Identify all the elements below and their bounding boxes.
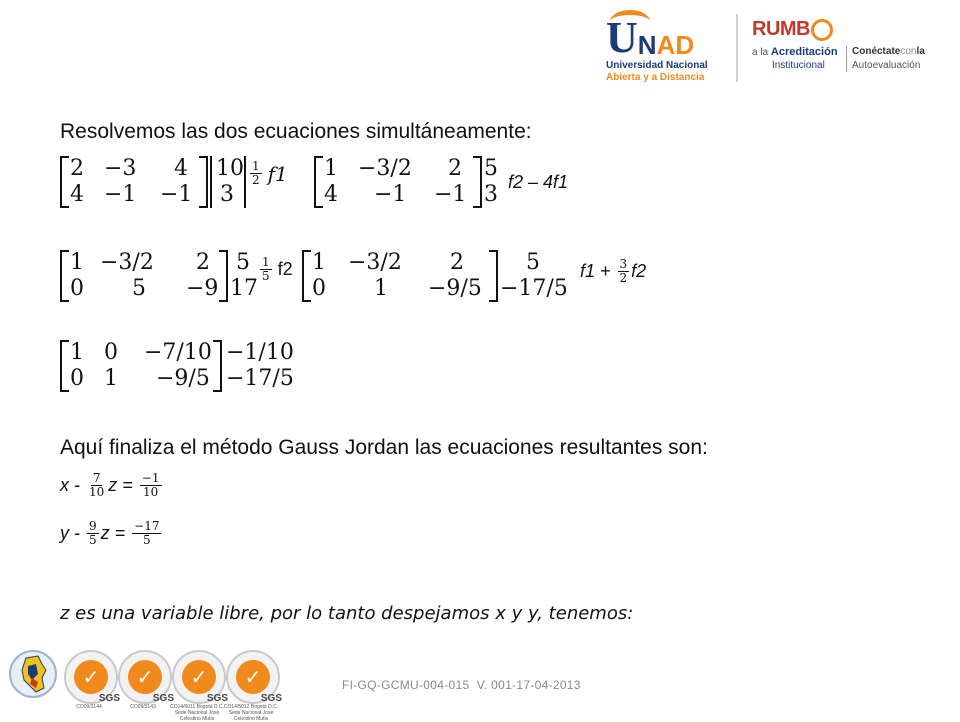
- fraction-denominator: 2: [252, 173, 260, 187]
- bracket-right: [473, 156, 482, 208]
- result-fraction: [140, 472, 162, 499]
- matrix-cell: 1: [312, 250, 326, 275]
- unad-letter-n: N: [637, 30, 657, 60]
- footer-document-code: FI-GQ-GCMU-004-015 V. 001-17-04-2013: [342, 678, 581, 692]
- rumbo-compass-icon: [811, 19, 833, 41]
- scale-fraction: [250, 160, 262, 187]
- matrix-cell: 2: [448, 156, 462, 181]
- matrix-cell: 2: [450, 250, 464, 275]
- matrix-cell: −1: [160, 182, 193, 207]
- badge-caption: CO14/6011 Bogotá D.C. Sede Nacional José Celestino Mutis: [170, 704, 224, 722]
- fraction-denominator: 10: [89, 485, 105, 499]
- fraction-numerator: 1: [262, 255, 270, 269]
- matrix-cell: 1: [374, 276, 388, 301]
- unad-letter-a: A: [656, 30, 676, 60]
- matrix-cell: −3/2: [358, 156, 412, 181]
- row2-augment-b: [500, 248, 572, 304]
- matrix-cell: 3: [220, 182, 234, 207]
- fraction-denominator: 10: [143, 485, 159, 499]
- equation-prefix: x -: [60, 475, 85, 495]
- badge-caption: CO09/3144: [76, 704, 102, 710]
- fraction-numerator: 9: [89, 519, 97, 533]
- coefficient-fraction: [87, 472, 106, 499]
- operation-fraction: [618, 258, 630, 285]
- badge-caption: CO14/5012 Bogotá D.C. Sede Nacional José Celestino Mutis: [223, 704, 279, 722]
- matrix-cell: −3: [104, 156, 137, 181]
- fraction-denominator: 2: [619, 271, 628, 285]
- matrix-cell: −3/2: [100, 250, 154, 275]
- equation-middle: z =: [108, 475, 138, 495]
- row1-matrix-b: [314, 154, 482, 210]
- unad-logo-line1: Universidad Nacional: [606, 60, 708, 71]
- matrix-cell: −17/5: [226, 366, 294, 391]
- matrix-cell: 1: [324, 156, 338, 181]
- row3-matrix: [60, 338, 222, 394]
- rumbo-line1a: a la: [752, 47, 771, 58]
- matrix-cell: −1: [434, 182, 467, 207]
- row1-operation: f2 – 4f1: [508, 172, 569, 192]
- matrix-cell: −1: [374, 182, 407, 207]
- fraction-numerator: −1: [141, 471, 160, 485]
- augment-bar: [244, 156, 246, 208]
- bracket-left: [60, 250, 69, 302]
- sgs-mark: SGS: [152, 693, 174, 704]
- sgs-mark: SGS: [260, 693, 282, 704]
- badge-caption: CO09/3143: [130, 704, 156, 710]
- unad-logo-letters: [606, 13, 695, 62]
- row2-scale: [258, 256, 293, 283]
- scale-variable: 𝑓1: [267, 161, 288, 186]
- section2-title: Aquí finaliza el método Gauss Jordan las ecuaciones resultantes son:: [60, 436, 708, 459]
- row2-matrix-b: [302, 248, 498, 304]
- rumbo-line2: Institucional: [772, 60, 825, 71]
- matrix-cell: 0: [70, 276, 84, 301]
- rumbo-right2: Autoevaluación: [852, 60, 921, 71]
- bracket-left: [60, 156, 69, 208]
- fraction-numerator: 7: [92, 471, 101, 485]
- coefficient-fraction: [87, 520, 99, 547]
- rumbo-brand: [752, 18, 833, 41]
- checkmark-icon: ✓: [182, 660, 216, 694]
- matrix-cell: 0: [312, 276, 326, 301]
- equation-middle: z =: [100, 523, 131, 543]
- rumbo-line1b: Acreditación: [770, 46, 838, 58]
- operation-prefix: f1 +: [580, 261, 616, 281]
- matrix-cell: −7/10: [144, 340, 212, 365]
- fraction-denominator: 5: [143, 533, 151, 547]
- matrix-cell: 0: [104, 340, 118, 365]
- row1-augment-b: [484, 154, 504, 210]
- matrix-cell: −17/5: [500, 276, 568, 301]
- matrix-cell: 1: [104, 366, 118, 391]
- row1-matrix-a: [60, 154, 208, 210]
- scale-fraction: [260, 256, 272, 283]
- fraction-numerator: 3: [619, 257, 628, 271]
- certification-badge: [226, 650, 280, 704]
- augment-bar: [210, 156, 212, 208]
- matrix-cell: 2: [196, 250, 210, 275]
- bracket-left: [60, 340, 69, 392]
- equation-x: [60, 472, 164, 499]
- rumbo-right1b: con: [900, 46, 917, 57]
- fraction-numerator: 1: [252, 159, 260, 173]
- unad-logo-line2: Abierta y a Distancia: [606, 72, 705, 83]
- row2-operation: [580, 258, 646, 285]
- bracket-right: [219, 250, 228, 302]
- rumbo-brand-text: RUMB: [752, 18, 810, 40]
- matrix-cell: 5: [236, 250, 250, 275]
- matrix-cell: 4: [324, 182, 338, 207]
- unad-letter-u: U: [606, 13, 638, 62]
- matrix-cell: 5: [526, 250, 540, 275]
- rumbo-line1: [752, 46, 838, 58]
- scale-variable: f2: [277, 259, 293, 279]
- certification-badge: [64, 650, 118, 704]
- matrix-cell: 0: [70, 366, 84, 391]
- row1-scale: [248, 160, 288, 187]
- row1-augment-a: [214, 154, 252, 210]
- matrix-cell: −1/10: [226, 340, 294, 365]
- section1-title: Resolvemos las dos ecuaciones simultáneamente:: [60, 120, 532, 143]
- matrix-cell: 4: [174, 156, 188, 181]
- equation-prefix: y -: [60, 523, 85, 543]
- matrix-cell: 5: [132, 276, 146, 301]
- colombia-map-icon: [8, 648, 58, 700]
- bracket-right: [213, 340, 222, 392]
- bracket-right: [199, 156, 208, 208]
- checkmark-icon: ✓: [128, 660, 162, 694]
- matrix-cell: −9/5: [156, 366, 210, 391]
- checkmark-icon: ✓: [74, 660, 108, 694]
- fraction-denominator: 5: [262, 269, 270, 283]
- rumbo-sep: [846, 46, 847, 72]
- matrix-cell: −9/5: [428, 276, 482, 301]
- bracket-left: [302, 250, 311, 302]
- matrix-cell: 2: [70, 156, 84, 181]
- colombia-map-emblem: [8, 648, 58, 700]
- equation-y: [60, 520, 163, 547]
- operation-suffix: f2: [631, 261, 647, 281]
- certification-badge: [118, 650, 172, 704]
- checkmark-icon: ✓: [236, 660, 270, 694]
- row3-augment: [224, 338, 304, 394]
- bracket-right: [489, 250, 498, 302]
- sgs-mark: SGS: [206, 693, 228, 704]
- sgs-mark: SGS: [98, 693, 120, 704]
- result-fraction: [132, 520, 161, 547]
- matrix-cell: −9: [186, 276, 219, 301]
- bracket-left: [314, 156, 323, 208]
- fraction-denominator: 5: [89, 533, 97, 547]
- fraction-numerator: −17: [134, 519, 160, 533]
- matrix-cell: −3/2: [348, 250, 402, 275]
- matrix-cell: −1: [104, 182, 137, 207]
- row2-matrix-a: [60, 248, 228, 304]
- header-divider: [736, 14, 738, 82]
- rumbo-right1a: Conéctate: [852, 46, 901, 57]
- matrix-cell: 3: [484, 182, 498, 207]
- matrix-cell: 5: [484, 156, 498, 181]
- rumbo-right1c: la: [916, 46, 925, 57]
- rumbo-right1: [852, 46, 925, 57]
- matrix-cell: 1: [70, 340, 84, 365]
- matrix-cell: 4: [70, 182, 84, 207]
- matrix-cell: 1: [70, 250, 84, 275]
- rumbo-logo: [752, 18, 948, 82]
- matrix-cell: 17: [230, 276, 258, 301]
- matrix-cell: 10: [216, 156, 244, 181]
- unad-logo: [604, 8, 726, 82]
- certification-badge: [172, 650, 226, 704]
- unad-letter-d: D: [675, 30, 695, 60]
- section3-title: z es una variable libre, por lo tanto despejamos x y y, tenemos:: [60, 603, 634, 624]
